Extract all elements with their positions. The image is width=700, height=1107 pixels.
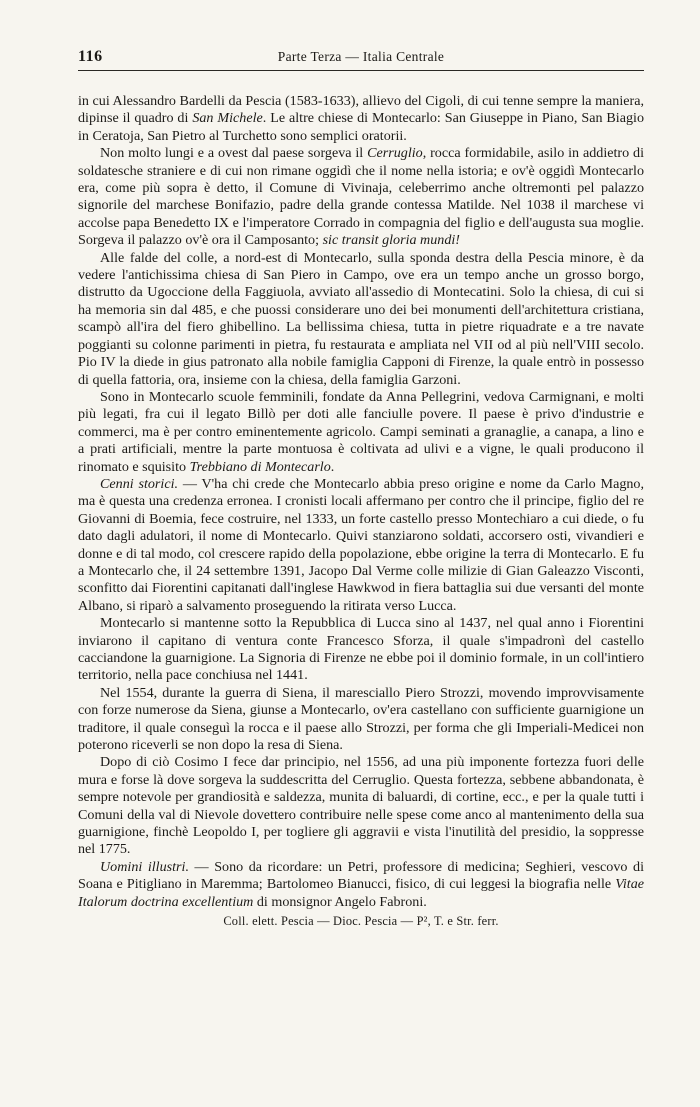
text-run: Alle falde del colle, a nord-est di Montecarlo, sulla sponda destra della Pescia minore, è da vedere l'antichissima chiesa di San Piero in Campo, ove era un tempo anche un grosso borgo, distrutto da Ugoccione della Faggiuola, avviato all'assedio di Montecatini. Solo la chiesa, di cui si ha memoria sin dal 485, e che puossi considerare uno dei bei monumenti dell'architettura cristiana, scampò all'ira del fiero ghibellino. La bellissima chiesa, tutta in pietre riquadrate e a tre navate poggianti su colonne parimenti in pietra, fu restaurata e ampliata nel VII od al più nell'VIII secolo. Pio IV la diede in gius patronato alla nobile famiglia Capponi di Firenze, la quale entrò in possesso di quella fattoria, ora, insieme con la chiesa, della famiglia Garzoni. <box>78 249 644 388</box>
paragraph <box>78 389 644 476</box>
paragraph <box>78 250 644 389</box>
text-run: . <box>330 458 335 475</box>
paragraph <box>78 754 644 858</box>
text-run: di monsignor Angelo Fabroni. <box>253 893 427 910</box>
text-run: Montecarlo si mantenne sotto la Repubblica di Lucca sino al 1437, nel qual anno i Fiorentini inviarono il capitano di ventura conte Francesco Sforza, il quale s'impadronì del castello cacciandone la guarnigione. La Signoria di Firenze ne ebbe poi il dominio formale, in un coll'intiero territorio, nella pace conchiusa nel 1441. <box>78 615 644 684</box>
page-body <box>78 93 644 911</box>
text-run: Sono in Montecarlo scuole femminili, fondate da Anna Pellegrini, vedova Carmignani, e molti più legati, fra cui il legato Billò per doti alle fanciulle povere. Il paese è privo d'industrie e commerci, ma è per contro eminentemente agricolo. Campi seminati a granaglie, a canapa, a lino e a prati artificiali, mentre la parte montuosa è coltivata ad ulivi e a vigne, le quali producono il rinomato e squisito <box>78 388 644 475</box>
paragraph <box>78 615 644 685</box>
running-title: Parte Terza — Italia Centrale <box>277 49 445 64</box>
page-number: 116 <box>78 48 103 65</box>
book-page <box>78 40 644 929</box>
text-run: — Sono da ricordare: un Petri, professore di medicina; Seghieri, vescovo di Soana e Pitigliano in Maremma; Bartolomeo Bianucci, fisico, di cui leggesi la biografia nelle <box>78 858 644 893</box>
text-run: Dopo di ciò Cosimo I fece dar principio, nel 1556, ad una più imponente fortezza fuori delle mura e forse là dove sorgeva la suddescritta del Cerruglio. Questa fortezza, sebbene abbandonata, è sempre notevole per grandiosità e saldezza, munita di baluardi, di cortine, ecc., e per la quale tutti i Comuni della val di Nievole dovettero contribuire nelle spese come anco al mantenimento della sua guarnigione, finchè Leopoldo I, per togliere gli aggravii e vista l'inutilità del presidio, la soppresse nel 1775. <box>78 754 644 858</box>
text-run: — V'ha chi crede che Montecarlo abbia preso origine e nome da Carlo Magno, ma è questa una credenza erronea. I cronisti locali affermano per contro che il principe, figlio del re Giovanni di Boemia, fece costruire, nel 1333, un forte castello presso Montechiaro a cui diede, o fu dato dagli adulatori, il nome di Montecarlo. Quivi stanziarono soldati, accorsero osti, vivandieri e donne e di tal modo, col crescere rapido della popolazione, ebbe origine la terra di Montecarlo. E fu a Montecarlo che, il 24 settembre 1391, Jacopo Dal Verme colle milizie di Gian Galeazzo Visconti, sconfitto dai Fiorentini capitanati dall'inglese Hawkwod in fiera battaglia sui due versanti del monte Albano, si riparò a salvamento proseguendo la ritirata verso Lucca. <box>78 475 644 614</box>
text-run: in cui Alessandro Bardelli da Pescia (1583-1633), allievo del Cigoli, di cui tenne sempre la maniera, dipinse il quadro di <box>78 93 644 127</box>
text-run: Nel 1554, durante la guerra di Siena, il maresciallo Piero Strozzi, movendo improvvisamente con forze numerose da Siena, giunse a Montecarlo, ov'era castellano con sufficiente guarnigione un traditore, il quale conseguì la rocca e il paese allo Strozzi, per forma che gli Imperiali-Medicei non poterono riceverli se non dopo la resa di Siena. <box>78 684 644 754</box>
paragraph <box>78 859 644 911</box>
italic-text: Uomini illustri. <box>100 858 189 875</box>
text-run: Non molto lungi e a ovest dal paese sorgeva il <box>100 145 368 162</box>
page-header <box>78 40 644 71</box>
page-footer: Coll. elett. Pescia — Dioc. Pescia — P², T. e Str. ferr. <box>223 914 499 929</box>
italic-text: Cerruglio <box>367 145 423 162</box>
text-run: . Le altre chiese di Montecarlo: San Giuseppe in Piano, San Biagio in Ceratoja, San Pietro al Turchetto sono semplici oratorii. <box>78 110 644 144</box>
italic-text: Trebbiano di Montecarlo <box>189 458 331 475</box>
paragraph <box>78 476 644 615</box>
paragraph <box>78 93 644 145</box>
italic-text: Cenni storici. <box>100 475 179 492</box>
italic-text: San Michele <box>192 110 263 127</box>
italic-text: Vitae Italorum doctrina excellentium <box>78 876 644 910</box>
italic-text: sic transit gloria mundi! <box>322 232 460 249</box>
text-run: , rocca formidabile, asilo in addietro di soldatesche straniere e di cui non rimane oggidì che il nome nella istoria; e ov'è oggidì Montecarlo era, come più sopra è detto, il Comune di Vivinaja, celeberrimo anche oltremonti pel palazzo signorile del marchese Bonifazio, padre della grande contessa Matilde. Nel 1038 il marchese vi accolse papa Benedetto IX e l'imperatore Corrado in compagnia del figlio e dell'augusta sua moglie. Sorgeva il palazzo ov'è ora il Camposanto; <box>78 145 644 249</box>
paragraph <box>78 685 644 755</box>
paragraph <box>78 145 644 249</box>
